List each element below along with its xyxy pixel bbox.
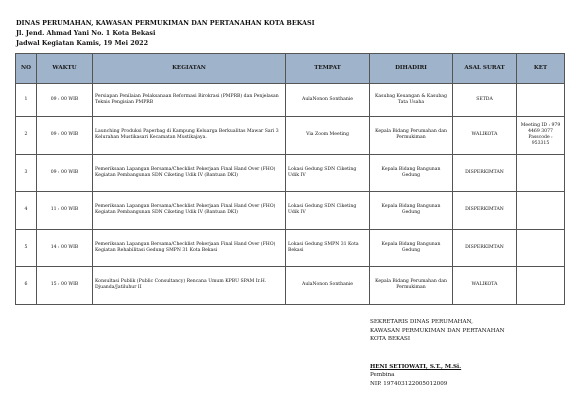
cell-tempat: Lokasi Gedung SDN Ciketing Udik IV (286, 192, 370, 230)
cell-dihadiri: Kepala Bidang Bangunan Gedung (370, 154, 453, 192)
cell-waktu: 15 : 00 WIB (37, 267, 93, 305)
signatory-rank: Pembina (370, 372, 395, 378)
agency-address: Jl. Jend. Ahmad Yani No. 1 Kota Bekasi (16, 29, 156, 37)
cell-kegiatan: Pemeriksaan Lapangan Bersama/Checklist Pekerjaan Final Hand Over (FHO) Kegiatan Pembangunan SDN Ciketing Udik IV (Bantuan DKI) (93, 192, 286, 230)
cell-asal-surat: DISPERKIMTAN (453, 154, 517, 192)
cell-asal-surat: DISPERKIMTAN (453, 192, 517, 230)
table-row (16, 84, 565, 117)
schedule-table (15, 53, 565, 305)
cell-no: 4 (16, 192, 37, 230)
table-row (16, 229, 565, 267)
cell-ket (517, 267, 565, 305)
cell-no: 6 (16, 267, 37, 305)
table-row (16, 154, 565, 192)
signatory-name: HENI SETIOWATI, S.T., M.Si. (370, 363, 462, 370)
cell-waktu: 09 : 00 WIB (37, 117, 93, 155)
signatory-position-line1: SEKRETARIS DINAS PERUMAHAN, (370, 319, 473, 325)
cell-asal-surat: DISPERKIMTAN (453, 229, 517, 267)
col-header-dihadiri: DIHADIRI (370, 54, 453, 84)
cell-kegiatan: Launching Produksi Paperbag di Kampung Keluarga Berkualitas Mawar Sari 3 Kelurahan Mustikasari Kecamatan Mustikajaya. (93, 117, 286, 155)
cell-tempat: Lokasi Gedung SDN Ciketing Udik IV (286, 154, 370, 192)
agency-name: DINAS PERUMAHAN, KAWASAN PERMUKIMAN DAN PERTANAHAN KOTA BEKASI (16, 19, 315, 27)
cell-no: 5 (16, 229, 37, 267)
cell-waktu: 11 : 00 WIB (37, 192, 93, 230)
cell-dihadiri: Kepala Bidang Bangunan Gedung (370, 229, 453, 267)
cell-kegiatan: Konsultasi Publik (Public Consultancy) Rencana Umum KPBU SPAM Ir.H. Djuanda/Jatiluhur II (93, 267, 286, 305)
cell-asal-surat: WALIKOTA (453, 267, 517, 305)
cell-dihadiri: Kepala Bidang Perumahan dan Permukiman (370, 117, 453, 155)
table-row (16, 192, 565, 230)
signature-block (370, 318, 505, 388)
cell-waktu: 09 : 00 WIB (37, 154, 93, 192)
cell-ket (517, 154, 565, 192)
signatory-position-line2: KAWASAN PERMUKIMAN DAN PERTANAHAN (370, 327, 505, 334)
table-row (16, 117, 565, 155)
cell-waktu: 09 : 00 WIB (37, 84, 93, 117)
cell-no: 3 (16, 154, 37, 192)
schedule-title: Jadwal Kegiatan Kamis, 19 Mei 2022 (16, 39, 149, 47)
cell-ket (517, 84, 565, 117)
cell-tempat: Lokasi Gedung SMPN 31 Kota Bekasi (286, 229, 370, 267)
cell-dihadiri: Kepala Bidang Perumahan dan Permukiman (370, 267, 453, 305)
signatory-position-line3: KOTA BEKASI (370, 336, 411, 342)
cell-waktu: 14 : 00 WIB (37, 229, 93, 267)
table-row (16, 267, 565, 305)
cell-ket (517, 229, 565, 267)
cell-ket: Meeting ID : 979 4469 3077 Passcode : 953315 (517, 117, 565, 155)
col-header-kegiatan: KEGIATAN (93, 54, 286, 84)
col-header-ket: KET (517, 54, 565, 84)
cell-asal-surat: SETDA (453, 84, 517, 117)
col-header-waktu: WAKTU (37, 54, 93, 84)
cell-tempat: Via Zoom Meeting (286, 117, 370, 155)
cell-ket (517, 192, 565, 230)
cell-dihadiri: Kasubag Keuangan & Kasubag Tata Usaha (370, 84, 453, 117)
col-header-asal-surat: ASAL SURAT (453, 54, 517, 84)
cell-kegiatan: Pemeriksaan Lapangan Bersama/Checklist Pekerjaan Final Hand Over (FHO) Kegiatan Pembangunan SDN Ciketing Udik IV (Bantuan DKI) (93, 154, 286, 192)
cell-asal-surat: WALIKOTA (453, 117, 517, 155)
cell-tempat: AulaNonon Sonthanie (286, 84, 370, 117)
col-header-no: NO (16, 54, 37, 84)
signatory-nip: NIP. 197403122005012009 (370, 380, 448, 387)
cell-dihadiri: Kepala Bidang Bangunan Gedung (370, 192, 453, 230)
cell-kegiatan: Persiapan Penilaian Pelaksanaan Reformasi Birokrasi (PMPRB) dan Penjelasan Teknis Pengisian PMPRB (93, 84, 286, 117)
cell-no: 2 (16, 117, 37, 155)
cell-tempat: AulaNonon Sonthanie (286, 267, 370, 305)
document-header (16, 18, 315, 48)
cell-kegiatan: Pemeriksaan Lapangan Bersama/Checklist Pekerjaan Final Hand Over (FHO) Kegiatan Rehabilitasi Gedung SMPN 31 Kota Bekasi (93, 229, 286, 267)
table-header-row (16, 54, 565, 84)
cell-no: 1 (16, 84, 37, 117)
col-header-tempat: TEMPAT (286, 54, 370, 84)
